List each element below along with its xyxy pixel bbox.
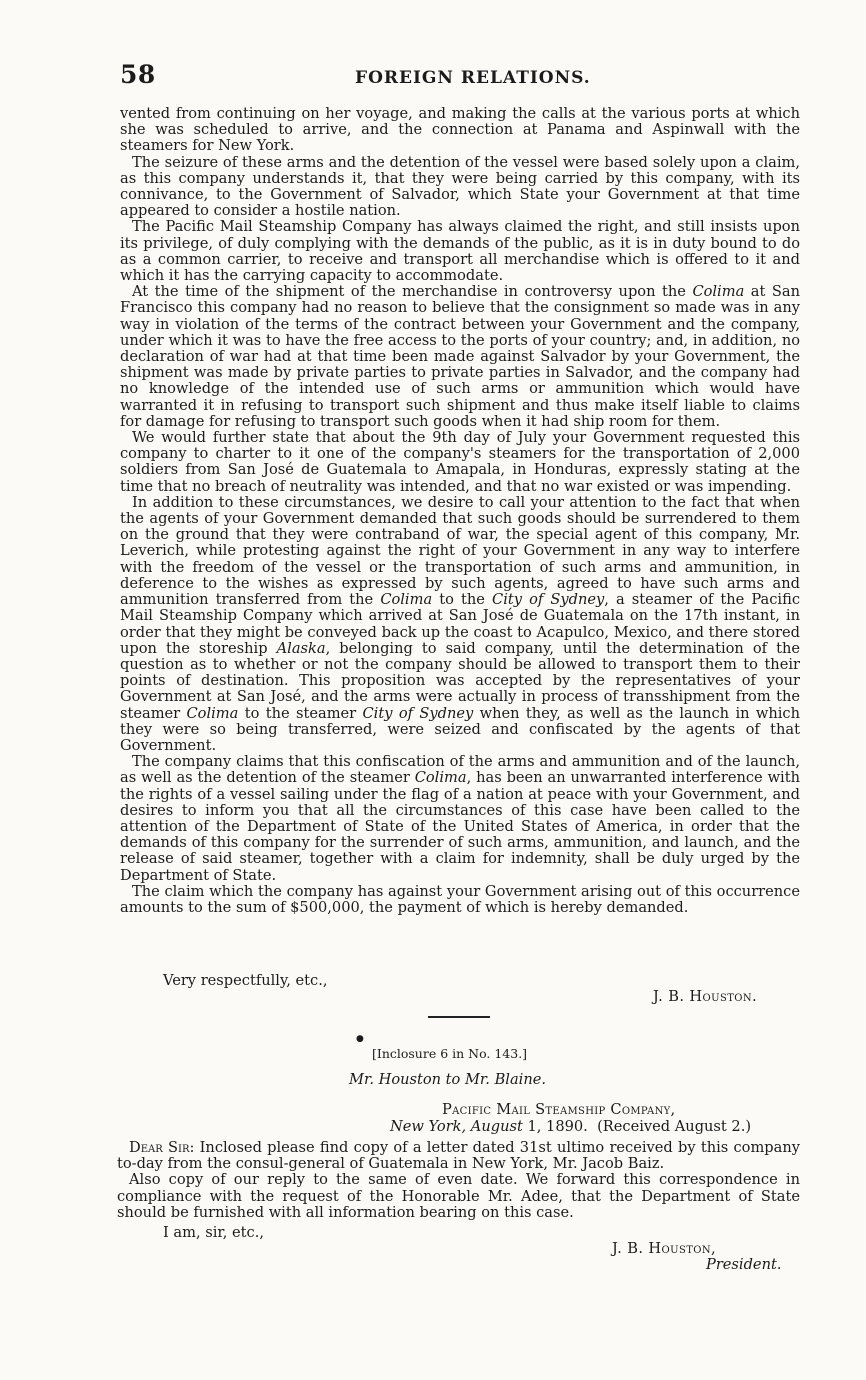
received-note: (Received August 2.) <box>597 1118 752 1135</box>
paragraph-7 <box>120 754 800 884</box>
inclosure-paragraph-2: Also copy of our reply to the same of even date. We forward this correspondence in compliance with the request of the Honorable Mr. Adee, that the Department of State should be furnished with all information bearing on this case. <box>117 1171 800 1221</box>
date-year: 1, 1890. <box>522 1118 588 1135</box>
paragraph-6 <box>120 495 800 754</box>
text-run: In addition to these circumstances, we desire to call your attention to the fact that when the agents of your Government demanded that such goods should be surrendered to them on the ground that they were contraband of war, the special agent of this company, Mr. Leverich, while protesting against the right of your Government in any way to interfere with the freedom of the vessel or the transportation of such arms and ammunition, in deference to the wishes as expressed by such agents, agreed to have such arms and ammunition transferred from the <box>120 493 800 609</box>
running-title: FOREIGN RELATIONS. <box>355 68 591 88</box>
inclosure-paragraph-1 <box>117 1140 800 1172</box>
closing-line: Very respectfully, etc., <box>163 972 328 989</box>
ship-name: Colima <box>186 704 239 722</box>
ink-mark: ● <box>356 1034 364 1044</box>
inclosure-signature: J. B. Houston, <box>612 1240 717 1257</box>
page-number: 58 <box>120 60 156 89</box>
signature-title: President. <box>706 1256 782 1273</box>
paragraph-4 <box>120 284 800 430</box>
text-run: when they, as well as the launch in which they were so being transferred, were seized and confiscated by the agents of that Government. <box>120 704 801 754</box>
ship-name: Colima <box>692 283 745 301</box>
text-run: , a steamer of the Pacific Mail Steamship Company which arrived at San José de Guatemala on the 17th instant, in order that they might be conveyed back up the coast to Acapulco, Mexico, and there stored upon the storeship <box>120 591 800 657</box>
inclosure-body <box>117 1140 800 1221</box>
signature: J. B. Houston. <box>653 988 758 1005</box>
inclosure-label: [Inclosure 6 in No. 143.] <box>372 1046 528 1061</box>
text-run: to the <box>432 591 493 609</box>
paragraph-1: vented from continuing on her voyage, and making the calls at the various ports at which she was scheduled to arrive, and the connection at Panama and Aspinwall with the steamers for New York. <box>120 105 800 155</box>
text-run: At the time of the shipment of the merchandise in controversy upon the <box>132 283 693 301</box>
paragraph-8: The claim which the company has against your Government arising out of this occurrence amounts to the sum of $500,000, the payment of which is hereby demanded. <box>120 882 800 916</box>
text-run: at San Francisco this company had no reason to believe that the consignment so made was in any way in violation of the terms of the contract between your Government and the company, under which it was to have the free access to the ports of your country; and, in addition, no declaration of war had at that time been made against Salvador by your Government, the shipment was made by private parties to private parties in Salvador, and the company had no knowledge of the intended use of such arms or ammunition which would have warranted it in refusing to transport such shipment and thus make itself liable to claims for damage for refusing to transport such goods when it had ship room for them. <box>120 283 800 430</box>
paragraph-5: We would further state that about the 9th day of July your Government requested this company to charter to it one of the company's steamers for the transportation of 2,000 soldiers from San José de Guatemala to Amapala, in Honduras, expressly stating at the time that no breach of neutrality was intended, and that no war existed or was impending. <box>120 429 800 495</box>
letter-title: Mr. Houston to Mr. Blaine. <box>349 1071 546 1088</box>
ship-name: City of Sydney <box>492 591 605 609</box>
date-place: New York, August <box>390 1118 523 1135</box>
paragraph-3: The Pacific Mail Steamship Company has always claimed the right, and still insists upon its privilege, of duly complying with the demands of the public, as it is in duty bound to do as a common carrier, to receive and transport all merchandise which is offered to it and which it has the carrying capacity to accommodate. <box>120 218 800 285</box>
salutation: Dear Sir: <box>129 1139 195 1156</box>
letterhead-company: Pacific Mail Steamship Company, <box>442 1101 676 1118</box>
letter-body <box>120 106 800 916</box>
text-run: Inclosed please find copy of a letter dated 31st ultimo received by this company to-day from the consul-general of Guatemala in New York, Mr. Jacob Baiz. <box>117 1139 800 1173</box>
inclosure-closing: I am, sir, etc., <box>163 1224 264 1241</box>
ship-name: Colima <box>414 769 467 787</box>
ship-name: Alaska <box>276 639 326 657</box>
text-run: , belonging to said company, until the determination of the question as to whether or not the company should be allowed to transport them to their points of destination. This proposition was accepted by the representatives of your Government at San José, and the arms were actually in process of transshipment from the steamer <box>120 639 800 722</box>
text-run: The company claims that this confiscation of the arms and ammunition and of the launch, as well as the detention of the steamer <box>120 753 800 787</box>
ship-name: Colima <box>380 591 433 609</box>
letter-date <box>390 1118 751 1135</box>
paragraph-2: The seizure of these arms and the detention of the vessel were based solely upon a claim, as this company understands it, that they were being carried by this company, with its connivance, to the Government of Salvador, which State your Government at that time appeared to consider a hostile nation. <box>120 153 800 220</box>
ship-name: City of Sydney <box>362 704 474 722</box>
text-run: to the steamer <box>238 704 363 722</box>
text-run: , has been an unwarranted interference with the rights of a vessel sailing under the flag of a nation at peace with your Government, and desires to inform you that all the circumstances of this case have been called to the attention of the Department of State of the United States of America, in order that the demands of this company for the surrender of such arms, ammunition, and launch, and the release of said steamer, together with a claim for indemnity, shall be duly urged by the Department of State. <box>120 769 800 884</box>
section-divider <box>428 1016 490 1018</box>
